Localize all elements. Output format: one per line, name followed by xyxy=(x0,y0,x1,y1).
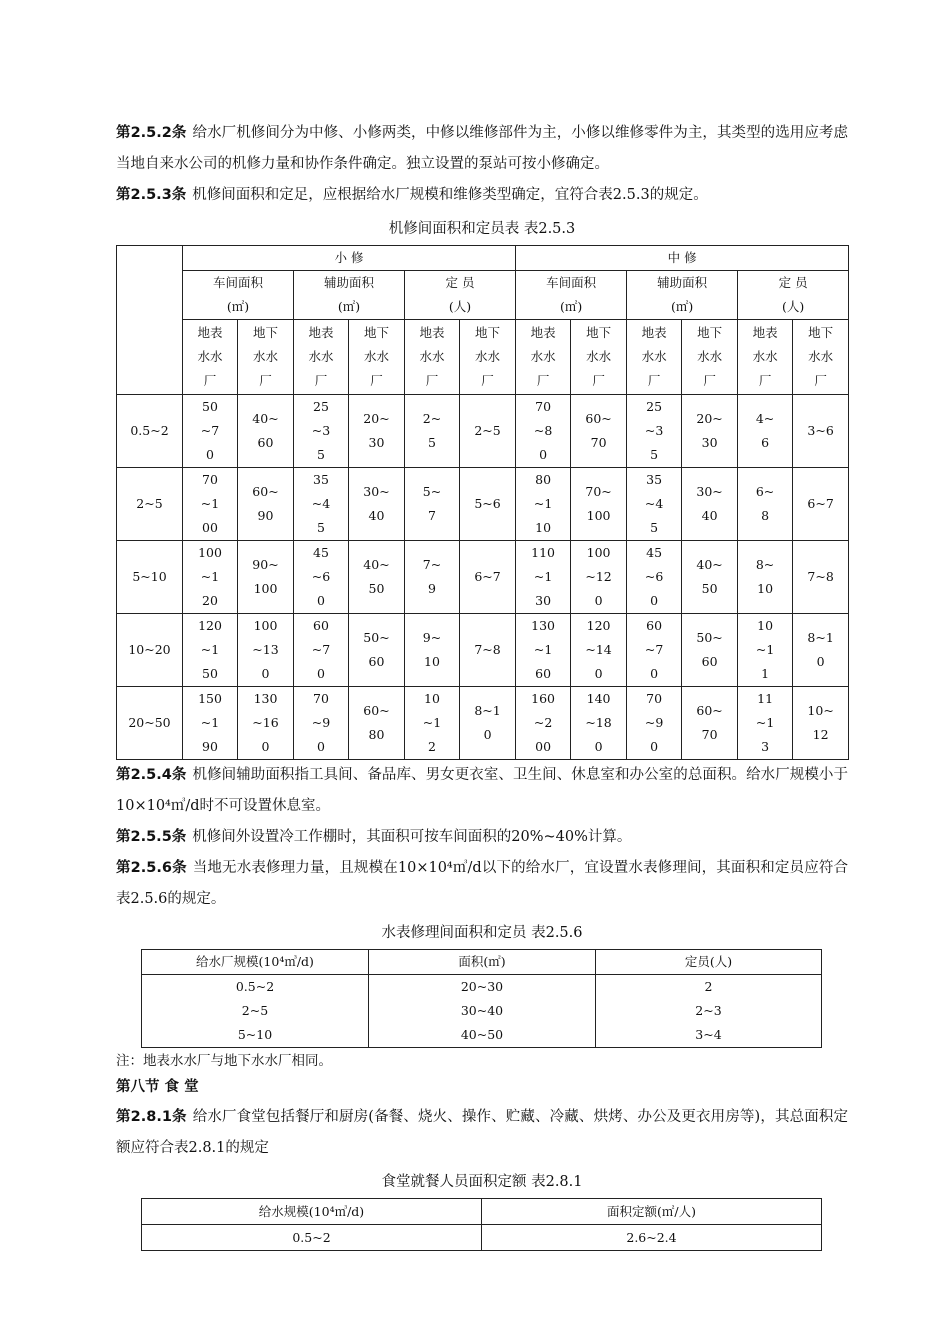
value-cell: 2~5 xyxy=(405,395,460,468)
clause-number: 第2.5.2条 xyxy=(116,125,187,141)
table-2-5-6 xyxy=(141,949,822,1048)
group-header-small-repair: 小 修 xyxy=(183,246,516,271)
scale-cell: 2~5 xyxy=(117,468,183,541)
table-note: 注：地表水水厂与地下水水厂相同。 xyxy=(116,1053,332,1069)
clause-number: 第2.5.5条 xyxy=(116,829,187,845)
header-surface-water-plant: 地表水水厂 xyxy=(627,320,682,395)
value-cell: 100~130 xyxy=(238,614,294,687)
table-row: 5~10 40~50 3~4 xyxy=(142,1023,822,1048)
table-2-5-6-caption: 水表修理间面积和定员 表2.5.6 xyxy=(381,925,583,941)
header-ground-water-plant: 地下水水厂 xyxy=(793,320,849,395)
value-cell: 10~12 xyxy=(793,687,849,760)
corner-cell xyxy=(117,246,183,395)
clause-number: 第2.5.4条 xyxy=(116,767,187,783)
table-row xyxy=(117,614,849,687)
value-cell: 6~7 xyxy=(460,541,516,614)
value-cell: 45~60 xyxy=(294,541,349,614)
value-cell: 70~100 xyxy=(183,468,238,541)
value-cell: 130~160 xyxy=(516,614,571,687)
value-cell: 160~200 xyxy=(516,687,571,760)
value-cell: 40~50 xyxy=(349,541,405,614)
value-cell: 30~40 xyxy=(682,468,738,541)
header-surface-water-plant: 地表水水厂 xyxy=(183,320,238,395)
scale-cell: 5~10 xyxy=(117,541,183,614)
table-2-5-3 xyxy=(116,245,849,760)
value-cell: 150~190 xyxy=(183,687,238,760)
value-cell: 20~30 xyxy=(349,395,405,468)
value-cell: 7~8 xyxy=(793,541,849,614)
value-cell: 35~45 xyxy=(627,468,682,541)
clause-text: 给水厂食堂包括餐厅和厨房(备餐、烧火、操作、贮藏、冷藏、烘烤、办公及更衣用房等)，其总面积定额应符合表2.8.1的规定 xyxy=(116,1109,848,1156)
header-aux-area: 辅助面积 (㎡) xyxy=(294,271,405,320)
value-cell: 8~10 xyxy=(793,614,849,687)
value-cell: 20~30 xyxy=(682,395,738,468)
value-cell: 5~6 xyxy=(460,468,516,541)
value-cell: 60~70 xyxy=(627,614,682,687)
col-header-scale: 给水厂规模(10⁴㎥/d) xyxy=(142,950,369,975)
clause-2-5-4 xyxy=(116,760,848,822)
value-cell: 120~150 xyxy=(183,614,238,687)
table-row: 0.5~2 20~30 2 xyxy=(142,975,822,1000)
clause-text: 当地无水表修理力量，且规模在10×10⁴㎥/d以下的给水厂，宜设置水表修理间，其面积和定员应符合表2.5.6的规定。 xyxy=(116,860,848,907)
value-cell: 11~13 xyxy=(738,687,793,760)
header-surface-water-plant: 地表水水厂 xyxy=(738,320,793,395)
value-cell: 50~70 xyxy=(183,395,238,468)
value-cell: 60~90 xyxy=(238,468,294,541)
value-cell: 35~45 xyxy=(294,468,349,541)
value-cell: 100~120 xyxy=(183,541,238,614)
clause-number: 第2.8.1条 xyxy=(116,1109,187,1125)
col-header-scale: 给水规模(10⁴㎥/d) xyxy=(142,1199,482,1225)
value-cell: 25~35 xyxy=(294,395,349,468)
value-cell: 110~130 xyxy=(516,541,571,614)
value-cell: 3~6 xyxy=(793,395,849,468)
header-surface-water-plant: 地表水水厂 xyxy=(516,320,571,395)
value-cell: 40~50 xyxy=(682,541,738,614)
value-cell: 10~12 xyxy=(405,687,460,760)
table-2-8-1-caption: 食堂就餐人员面积定额 表2.8.1 xyxy=(381,1174,583,1190)
value-cell: 50~60 xyxy=(682,614,738,687)
clause-2-5-6 xyxy=(116,853,848,915)
document-page xyxy=(116,118,848,1251)
value-cell: 130~160 xyxy=(238,687,294,760)
value-cell: 7~9 xyxy=(405,541,460,614)
table-row xyxy=(117,541,849,614)
value-cell: 70~90 xyxy=(627,687,682,760)
clause-text: 机修间辅助面积指工具间、备品库、男女更衣室、卫生间、休息室和办公室的总面积。给水厂规模小于10×10⁴㎥/d时不可设置休息室。 xyxy=(116,767,848,814)
header-aux-area: 辅助面积 (㎡) xyxy=(627,271,738,320)
header-workshop-area: 车间面积 (㎡) xyxy=(183,271,294,320)
value-cell: 60~70 xyxy=(682,687,738,760)
value-cell: 140~180 xyxy=(571,687,627,760)
clause-number: 第2.5.6条 xyxy=(116,860,187,876)
header-ground-water-plant: 地下水水厂 xyxy=(571,320,627,395)
value-cell: 60~70 xyxy=(294,614,349,687)
value-cell: 4~6 xyxy=(738,395,793,468)
value-cell: 120~140 xyxy=(571,614,627,687)
clause-2-5-2 xyxy=(116,118,848,180)
value-cell: 25~35 xyxy=(627,395,682,468)
value-cell: 6~7 xyxy=(793,468,849,541)
value-cell: 2~5 xyxy=(460,395,516,468)
header-staff: 定 员 (人) xyxy=(738,271,849,320)
section-heading: 第八节 食 堂 xyxy=(116,1079,199,1095)
table-2-8-1 xyxy=(141,1198,822,1251)
value-cell: 80~110 xyxy=(516,468,571,541)
value-cell: 50~60 xyxy=(349,614,405,687)
value-cell: 5~7 xyxy=(405,468,460,541)
clause-text: 机修间外设置冷工作棚时，其面积可按车间面积的20%~40%计算。 xyxy=(192,829,632,845)
clause-2-5-5 xyxy=(116,822,848,853)
header-ground-water-plant: 地下水水厂 xyxy=(682,320,738,395)
value-cell: 8~10 xyxy=(460,687,516,760)
value-cell: 40~60 xyxy=(238,395,294,468)
table-row: 0.5~2 2.6~2.4 xyxy=(142,1225,822,1251)
header-workshop-area: 车间面积 (㎡) xyxy=(516,271,627,320)
clause-2-8-1 xyxy=(116,1102,848,1164)
value-cell: 60~70 xyxy=(571,395,627,468)
group-header-medium-repair: 中 修 xyxy=(516,246,849,271)
table-row xyxy=(117,468,849,541)
value-cell: 90~100 xyxy=(238,541,294,614)
value-cell: 70~80 xyxy=(516,395,571,468)
col-header-staff: 定员(人) xyxy=(596,950,822,975)
value-cell: 10~11 xyxy=(738,614,793,687)
scale-cell: 10~20 xyxy=(117,614,183,687)
header-staff: 定 员 (人) xyxy=(405,271,516,320)
value-cell: 70~90 xyxy=(294,687,349,760)
value-cell: 6~8 xyxy=(738,468,793,541)
header-surface-water-plant: 地表水水厂 xyxy=(294,320,349,395)
value-cell: 9~10 xyxy=(405,614,460,687)
col-header-area-quota: 面积定额(㎡/人) xyxy=(482,1199,822,1225)
scale-cell: 20~50 xyxy=(117,687,183,760)
value-cell: 100~120 xyxy=(571,541,627,614)
value-cell: 45~60 xyxy=(627,541,682,614)
clause-text: 给水厂机修间分为中修、小修两类，中修以维修部件为主，小修以维修零件为主，其类型的选用应考虑当地自来水公司的机修力量和协作条件确定。独立设置的泵站可按小修确定。 xyxy=(116,125,848,172)
col-header-area: 面积(㎡) xyxy=(369,950,596,975)
header-ground-water-plant: 地下水水厂 xyxy=(349,320,405,395)
clause-number: 第2.5.3条 xyxy=(116,187,187,203)
value-cell: 30~40 xyxy=(349,468,405,541)
header-surface-water-plant: 地表水水厂 xyxy=(405,320,460,395)
value-cell: 70~100 xyxy=(571,468,627,541)
header-ground-water-plant: 地下水水厂 xyxy=(460,320,516,395)
value-cell: 8~10 xyxy=(738,541,793,614)
table-row xyxy=(117,395,849,468)
clause-text: 机修间面积和定足，应根据给水厂规模和维修类型确定，宜符合表2.5.3的规定。 xyxy=(192,187,708,203)
clause-2-5-3 xyxy=(116,180,848,211)
header-ground-water-plant: 地下水水厂 xyxy=(238,320,294,395)
scale-cell: 0.5~2 xyxy=(117,395,183,468)
table-row: 2~5 30~40 2~3 xyxy=(142,999,822,1023)
table-2-5-3-caption: 机修间面积和定员表 表2.5.3 xyxy=(388,221,576,237)
value-cell: 60~80 xyxy=(349,687,405,760)
value-cell: 7~8 xyxy=(460,614,516,687)
table-row xyxy=(117,687,849,760)
